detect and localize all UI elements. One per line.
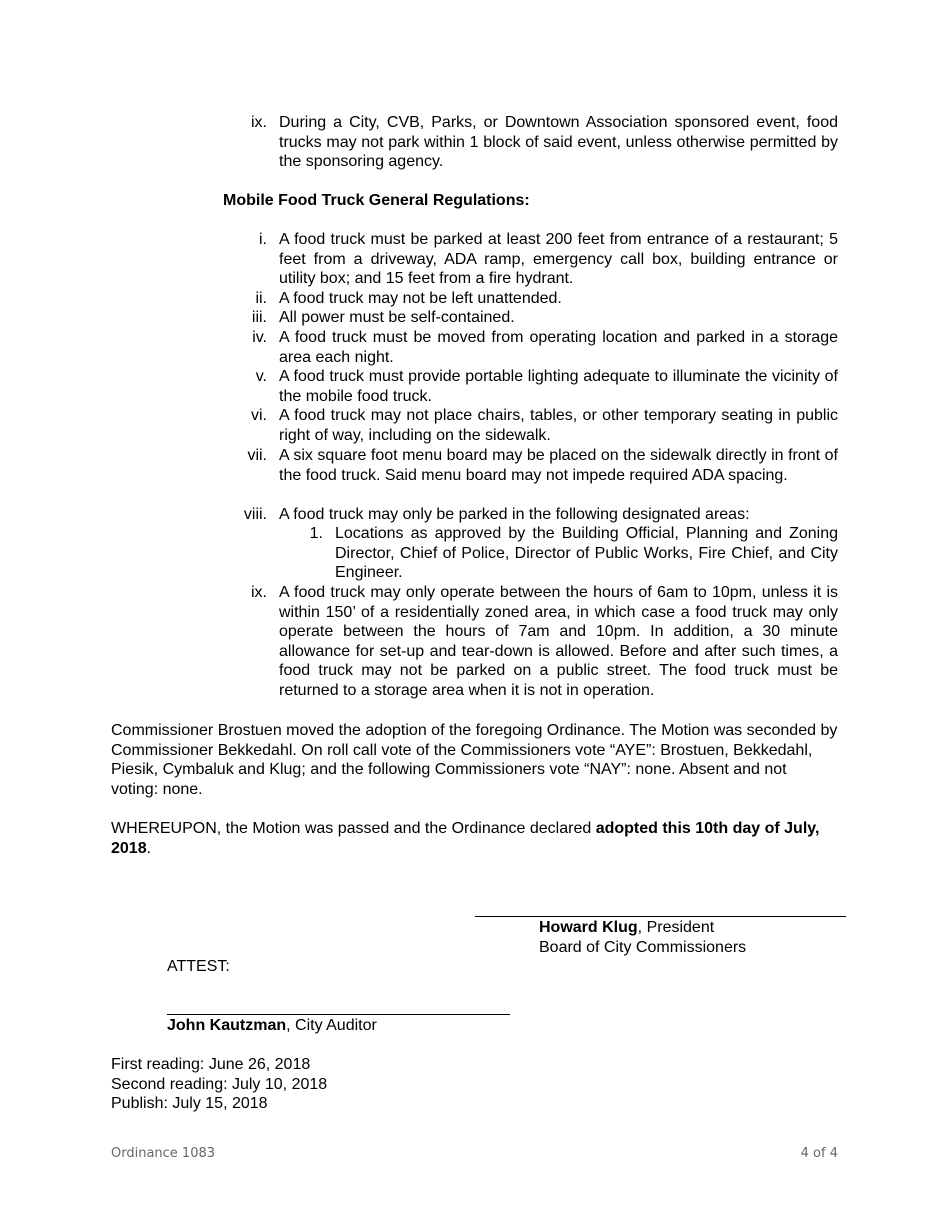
publish-date: Publish: July 15, 2018 [111,1095,268,1112]
motion-paragraph: Commissioner Brostuen moved the adoption of the foregoing Ordinance. The Motion was seconded by Commissioner Bekkedahl. On roll call vote of the Commissioners vote “AYE”: Brostuen, Bekkedahl, Piesik, Cymbaluk and Klug; and the following Commissioners vote “NAY”: none. Absent and not voting: none. [111,722,838,798]
adoption-paragraph [111,819,838,858]
list-item-number: 1. [309,525,323,542]
list-item-text: A food truck must provide portable lighting adequate to illuminate the vicinity of the mobile food truck. [279,368,838,405]
footer-ordinance-number: Ordinance 1083 [111,1146,216,1161]
president-title: , President [637,919,715,936]
list-item-number: iv. [252,329,267,346]
president-name: Howard Klug [539,919,638,936]
adoption-suffix: . [146,839,152,857]
section-heading: Mobile Food Truck General Regulations: [223,192,530,209]
list-item-text: A food truck may not be left unattended. [279,290,562,307]
list-item-text: A food truck may only operate between the hours of 6am to 10pm, unless it is within 150’ of a residentially zoned area, in which case a food truck may only operate between the hours of 7am and 10pm. In addition, a 30 minute allowance for set-up and tear-down is allowed. Before and after such times, a food truck may not be parked on a public street. The food truck must be returned to a storage area when it is not in operation. [279,584,838,699]
list-item-text: Locations as approved by the Building Official, Planning and Zoning Director, Chief of Police, Director of Public Works, Fire Chief, and City Engineer. [335,525,838,581]
list-item-text: A food truck may only be parked in the following designated areas: [279,506,750,523]
list-item-text: During a City, CVB, Parks, or Downtown Association sponsored event, food trucks may not park within 1 block of said event, unless otherwise permitted by the sponsoring agency. [279,114,838,170]
list-item-number: iii. [251,309,267,326]
list-item-number: ix. [251,114,267,131]
list-item-number: vi. [251,407,267,424]
adoption-text: WHEREUPON, the Motion was passed and the Ordinance declared [111,820,596,837]
list-item-number: viii. [243,506,267,523]
auditor-name: John Kautzman [167,1017,287,1034]
list-item-number: vii. [247,447,267,464]
list-item-text: A six square foot menu board may be placed on the sidewalk directly in front of the food truck. Said menu board may not impede required ADA spacing. [279,447,838,484]
readings-block [111,1055,327,1114]
list-item-text: All power must be self-contained. [279,309,515,326]
list-item-text: A food truck must be moved from operating location and parked in a storage area each night. [279,329,838,366]
list-item-number: v. [255,368,267,385]
auditor-signature-block [167,1016,377,1036]
list-item-text: A food truck may not place chairs, tables, or other temporary seating in public right of way, including on the sidewalk. [279,407,838,444]
list-item-number: ix. [251,584,267,601]
second-reading: Second reading: July 10, 2018 [111,1075,328,1093]
list-item-number: ii. [255,290,267,307]
footer-page-number: 4 of 4 [800,1146,838,1161]
president-signature-line [475,916,846,917]
president-signature-block [539,918,746,957]
auditor-title: , City Auditor [286,1017,377,1034]
first-reading: First reading: June 26, 2018 [111,1056,311,1073]
list-item-number: i. [259,231,267,248]
auditor-signature-line [167,1014,510,1015]
board-name: Board of City Commissioners [539,938,747,956]
list-item-text: A food truck must be parked at least 200 feet from entrance of a restaurant; 5 feet from a driveway, ADA ramp, emergency call box, building entrance or utility box; and 15 feet from a fire hydrant. [279,231,838,287]
adoption-date: adopted this 10th day of July, 2018 [111,820,820,857]
attest-label: ATTEST: [167,958,230,975]
president-name-line [539,918,746,938]
